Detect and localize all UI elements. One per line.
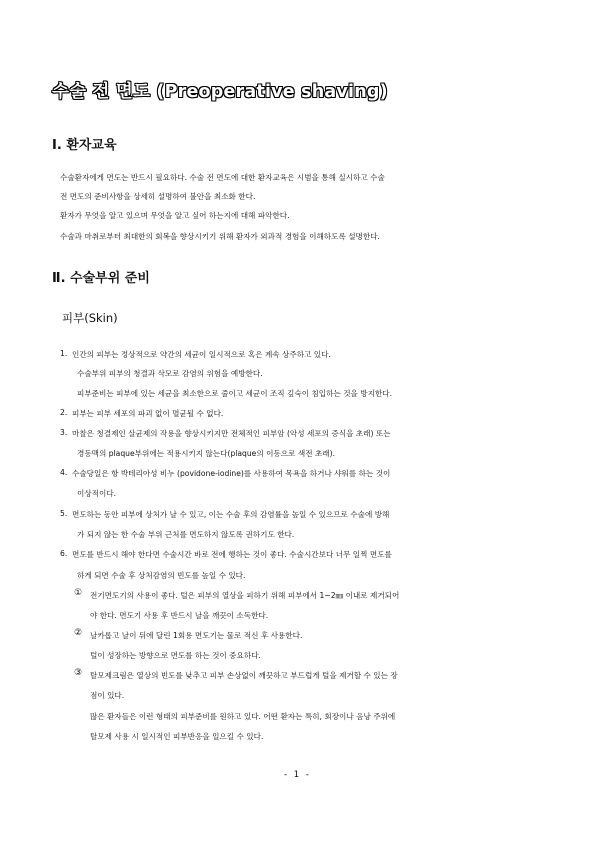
- page-title: 수술 전 면도 (Preoperative shaving): [52, 82, 388, 102]
- list-number: 2.: [60, 408, 68, 417]
- list-item-line: 인간의 피부는 정상적으로 약간의 세균이 일시적으로 혹은 계속 상주하고 있다.: [72, 350, 331, 359]
- list-item-line: 경동맥의 plaque부위에는 적용시키지 않는다(plaque의 이동으로 색전 초래).: [77, 449, 335, 458]
- list-number: 3.: [60, 428, 68, 437]
- subitem-line: 탈모제크림은 열상의 빈도를 낮추고 피부 손상없이 깨끗하고 부드럽게 털을 제거할 수 있는 장: [90, 671, 398, 680]
- subitem-line: 탈모제 사용 시 일시적인 피부반응을 일으킬 수 있다.: [90, 732, 264, 741]
- subitem-line: 점이 있다.: [90, 691, 125, 700]
- paragraph-line: 환자가 무엇을 알고 있으며 무엇을 알고 싶어 하는지에 대해 파악한다.: [60, 211, 290, 220]
- subitem-line: 털이 성장하는 방향으로 면도를 하는 것이 중요하다.: [90, 651, 261, 660]
- list-item-line: 마찰은 청결제인 살균제의 작용을 향상시키지만 전체적인 피부암 (악성 세포의 증식을 초래) 또는: [72, 429, 391, 438]
- paragraph-line: 수술과 마취로부터 최대한의 회복을 향상시키기 위해 환자가 외과적 경험을 이해하도록 설명한다.: [60, 232, 380, 241]
- paragraph-line: 수술환자에게 면도는 반드시 필요하다. 수술 전 면도에 대한 환자교육은 시범을 통해 실시하고 수술: [60, 173, 385, 182]
- list-number: 5.: [60, 509, 68, 518]
- section-heading-surgical-site: Ⅱ. 수술부위 준비: [52, 271, 150, 286]
- section-heading-patient-education: Ⅰ. 환자교육: [52, 138, 117, 153]
- list-item-line: 이상적이다.: [77, 489, 117, 498]
- subitem-line: 야 한다. 면도기 사용 후 반드시 날을 깨끗이 소독한다.: [90, 611, 269, 620]
- list-item-line: 피부는 피부 세포의 파괴 없이 멸균될 수 없다.: [72, 409, 224, 418]
- list-item-line: 하게 되면 수술 후 상처감염의 빈도를 높일 수 있다.: [77, 571, 246, 580]
- circled-number-marker: ②: [74, 628, 83, 638]
- list-item-line: 가 되지 않는 한 수술 부위 근처를 면도하지 않도록 권하기도 한다.: [77, 530, 295, 539]
- list-item-line: 면도를 반드시 해야 한다면 수술시간 바로 전에 행하는 것이 좋다. 수술시간보다 너무 일찍 면도를: [72, 550, 392, 559]
- page-number: - 1 -: [284, 770, 311, 780]
- list-item-line: 수술부위 피부의 청결과 삭모로 감염의 위험을 예방한다.: [77, 369, 263, 378]
- circled-number-marker: ③: [74, 668, 83, 678]
- subheading-skin: 피부(Skin): [62, 311, 118, 325]
- list-number: 1.: [60, 349, 68, 358]
- list-item-line: 피부준비는 피부에 있는 세균을 최소한으로 줄이고 세균이 조직 깊숙이 침입하는 것을 방지한다.: [77, 389, 393, 398]
- subitem-line: 전기면도기의 사용이 좋다. 털은 피부의 열상을 피하기 위해 피부에서 1~2㎜ 이내로 제거되어: [90, 591, 400, 600]
- subitem-line: 날카롭고 날이 뒤에 달린 1회용 면도기는 물로 적신 후 사용한다.: [90, 631, 303, 640]
- paragraph-line: 전 면도의 준비사항을 상세히 설명하여 불안을 최소화 한다.: [60, 192, 256, 201]
- circled-number-marker: ①: [74, 588, 83, 598]
- list-item-line: 수술당일은 항 박테리아성 비누 (povidone-iodine)를 사용하여 목욕을 하거나 샤워를 하는 것이: [72, 469, 391, 478]
- subitem-line: 많은 환자들은 이런 형태의 피부준비를 원하고 있다. 어떤 환자는 특히, 회장이나 음낭 주위에: [90, 712, 396, 721]
- list-number: 4.: [60, 468, 68, 477]
- list-item-line: 면도하는 동안 피부에 상처가 날 수 있고, 이는 수술 후의 감염률을 높일 수 있으므로 수술에 방해: [72, 510, 390, 519]
- list-number: 6.: [60, 549, 68, 558]
